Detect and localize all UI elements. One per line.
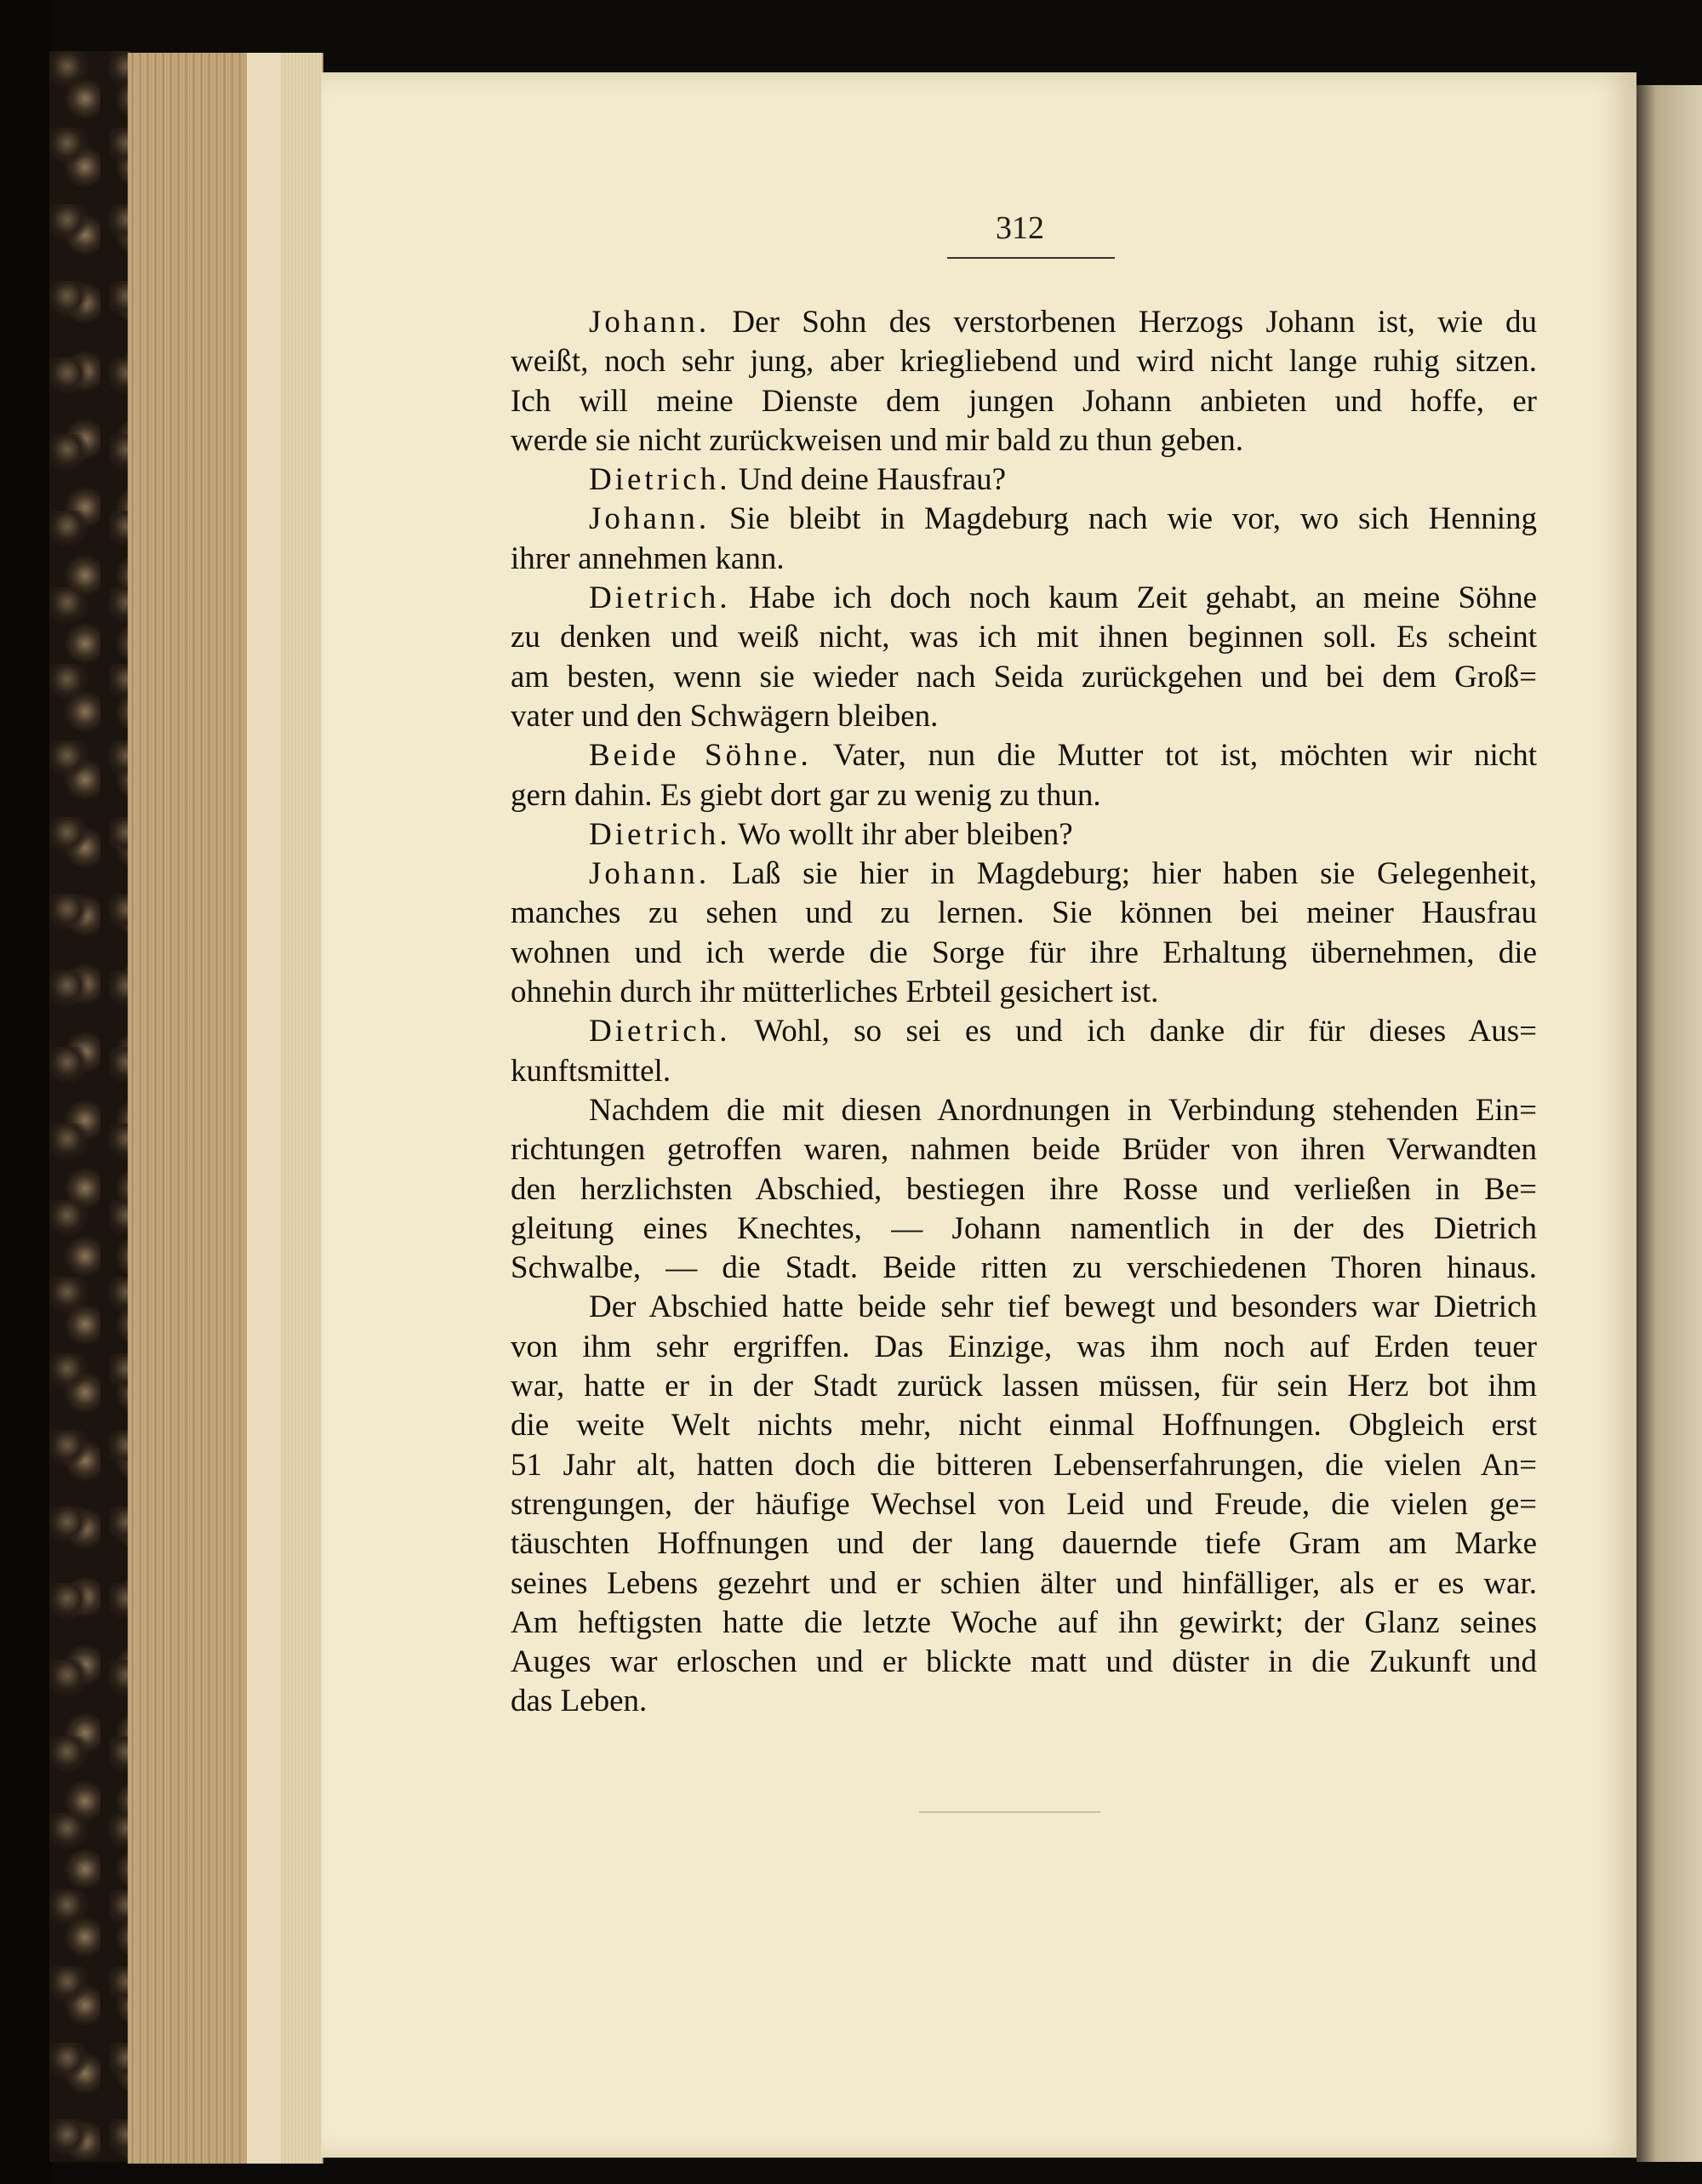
- line-text: weißt, noch sehr jung, aber kriegliebend und wird nicht lange ruhig sitzen.: [511, 344, 1537, 380]
- line-text: die weite Welt nichts mehr, nicht einmal Hoffnungen. Obgleich erst: [511, 1408, 1537, 1444]
- text-line: [511, 500, 1537, 539]
- text-line: [511, 1170, 1537, 1209]
- line-text: zu denken und weiß nicht, was ich mit ihnen beginnen soll. Es scheint: [511, 620, 1537, 655]
- line-text: richtungen getroffen waren, nahmen beide Brüder von ihren Verwandten: [511, 1132, 1537, 1168]
- text-line: [511, 1406, 1537, 1445]
- line-text: Nachdem die mit diesen Anordnungen in Verbindung stehenden Ein=: [589, 1092, 1537, 1128]
- text-line: [511, 894, 1537, 933]
- speaker-name: Dietrich.: [589, 1014, 731, 1049]
- line-text: am besten, wenn sie wieder nach Seida zurückgehen und bei dem Groß=: [511, 659, 1537, 695]
- line-text: vater und den Schwägern bleiben.: [511, 698, 939, 734]
- line-text: Sie bleibt in Magdeburg nach wie vor, wo sich Henning: [710, 501, 1537, 537]
- speaker-name: Dietrich.: [589, 816, 731, 852]
- page-number: 312: [996, 210, 1044, 246]
- text-line: [511, 1209, 1537, 1249]
- line-text: war, hatte er in der Stadt zurück lassen müssen, für sein Herz bot ihm: [511, 1369, 1537, 1404]
- speaker-name: Johann.: [589, 501, 711, 537]
- line-text: werde sie nicht zurückweisen und mir bald zu thun geben.: [511, 422, 1244, 458]
- line-text: das Leben.: [511, 1684, 648, 1719]
- text-line: [511, 421, 1537, 460]
- text-line: [511, 1012, 1537, 1051]
- line-text: Wohl, so sei es und ich danke dir für dieses Aus=: [730, 1014, 1537, 1049]
- line-text: Laß sie hier in Magdeburg; hier haben sie Gelegenheit,: [710, 856, 1537, 892]
- body-text: [511, 303, 1537, 1722]
- text-line: [511, 1367, 1537, 1406]
- speaker-name: Dietrich.: [589, 580, 731, 616]
- page-edge-light: [247, 53, 281, 2164]
- text-line: [511, 1564, 1537, 1604]
- line-text: Der Abschied hatte beide sehr tief bewegt und besonders war Dietrich: [589, 1289, 1537, 1325]
- line-text: wohnen und ich werde die Sorge für ihre Erhaltung übernehmen, die: [511, 935, 1537, 970]
- line-text: gleitung eines Knechtes, — Johann namentlich in der des Dietrich: [511, 1210, 1537, 1246]
- text-line: [511, 342, 1537, 381]
- speaker-name: Dietrich.: [589, 462, 731, 498]
- line-text: Auges war erloschen und er blickte matt und düster in die Zukunft und: [511, 1644, 1537, 1680]
- line-text: Ich will meine Dienste dem jungen Johann anbieten und hoffe, er: [511, 383, 1537, 419]
- text-line: [511, 1052, 1537, 1091]
- line-text: manches zu sehen und zu lernen. Sie können bei meiner Hausfrau: [511, 895, 1537, 931]
- line-text: Vater, nun die Mutter tot ist, möchten wir nicht: [811, 738, 1537, 774]
- line-text: strengungen, der häufige Wechsel von Leid und Freude, die vielen ge=: [511, 1486, 1537, 1522]
- text-line: [511, 1524, 1537, 1564]
- line-text: seines Lebens gezehrt und er schien älter und hinfälliger, als er es war.: [511, 1565, 1537, 1601]
- book-cover: [0, 0, 53, 2184]
- text-line: [511, 382, 1537, 421]
- header-rule: [947, 257, 1115, 259]
- text-line: [511, 736, 1537, 775]
- line-text: Schwalbe, — die Stadt. Beide ritten zu verschiedenen Thoren hinaus.: [511, 1250, 1537, 1286]
- text-line: [511, 1643, 1537, 1682]
- line-text: gern dahin. Es giebt dort gar zu wenig zu thun.: [511, 777, 1101, 813]
- text-line: [511, 1130, 1537, 1169]
- text-line: [511, 697, 1537, 736]
- text-line: [511, 1288, 1537, 1327]
- text-line: [511, 973, 1537, 1012]
- line-text: Wo wollt ihr aber bleiben?: [730, 816, 1073, 852]
- line-text: kunftsmittel.: [511, 1053, 671, 1089]
- line-text: Und deine Hausfrau?: [730, 462, 1007, 498]
- text-line: [511, 855, 1537, 894]
- text-line: [511, 1091, 1537, 1130]
- text-line: [511, 1249, 1537, 1288]
- speaker-name: Johann.: [589, 305, 711, 340]
- text-line: [511, 815, 1537, 855]
- text-line: [511, 618, 1537, 657]
- text-line: [511, 1604, 1537, 1643]
- text-line: [511, 460, 1537, 500]
- bleed-through-rule: [919, 1811, 1100, 1813]
- text-line: [511, 579, 1537, 618]
- text-line: [511, 934, 1537, 973]
- line-text: täuschten Hoffnungen und der lang dauernde tiefe Gram am Marke: [511, 1526, 1537, 1562]
- line-text: Am heftigsten hatte die letzte Woche auf ihn gewirkt; der Glanz seines: [511, 1604, 1537, 1640]
- facing-page-edge: [1636, 85, 1702, 2162]
- line-text: Habe ich doch noch kaum Zeit gehabt, an meine Söhne: [730, 580, 1537, 616]
- line-text: ohnehin durch ihr mütterliches Erbteil gesichert ist.: [511, 975, 1159, 1010]
- text-line: [511, 1682, 1537, 1721]
- line-text: Der Sohn des verstorbenen Herzogs Johann ist, wie du: [710, 305, 1537, 340]
- text-line: [511, 303, 1537, 342]
- speaker-name: Johann.: [589, 856, 711, 892]
- text-line: [511, 540, 1537, 579]
- page-edge-stack: [281, 53, 322, 2164]
- text-line: [511, 658, 1537, 697]
- line-text: ihrer annehmen kann.: [511, 540, 785, 576]
- text-line: [511, 1446, 1537, 1485]
- text-line: [511, 776, 1537, 815]
- text-line: [511, 1328, 1537, 1367]
- speaker-name: Beide Söhne.: [589, 738, 812, 774]
- line-text: den herzlichsten Abschied, bestiegen ihre Rosse und verließen in Be=: [511, 1171, 1537, 1207]
- marbled-cover-edge: [49, 51, 130, 2162]
- line-text: von ihm sehr ergriffen. Das Einzige, was ihm noch auf Erden teuer: [511, 1329, 1537, 1364]
- text-line: [511, 1485, 1537, 1524]
- line-text: 51 Jahr alt, hatten doch die bitteren Lebenserfahrungen, die vielen An=: [511, 1447, 1537, 1483]
